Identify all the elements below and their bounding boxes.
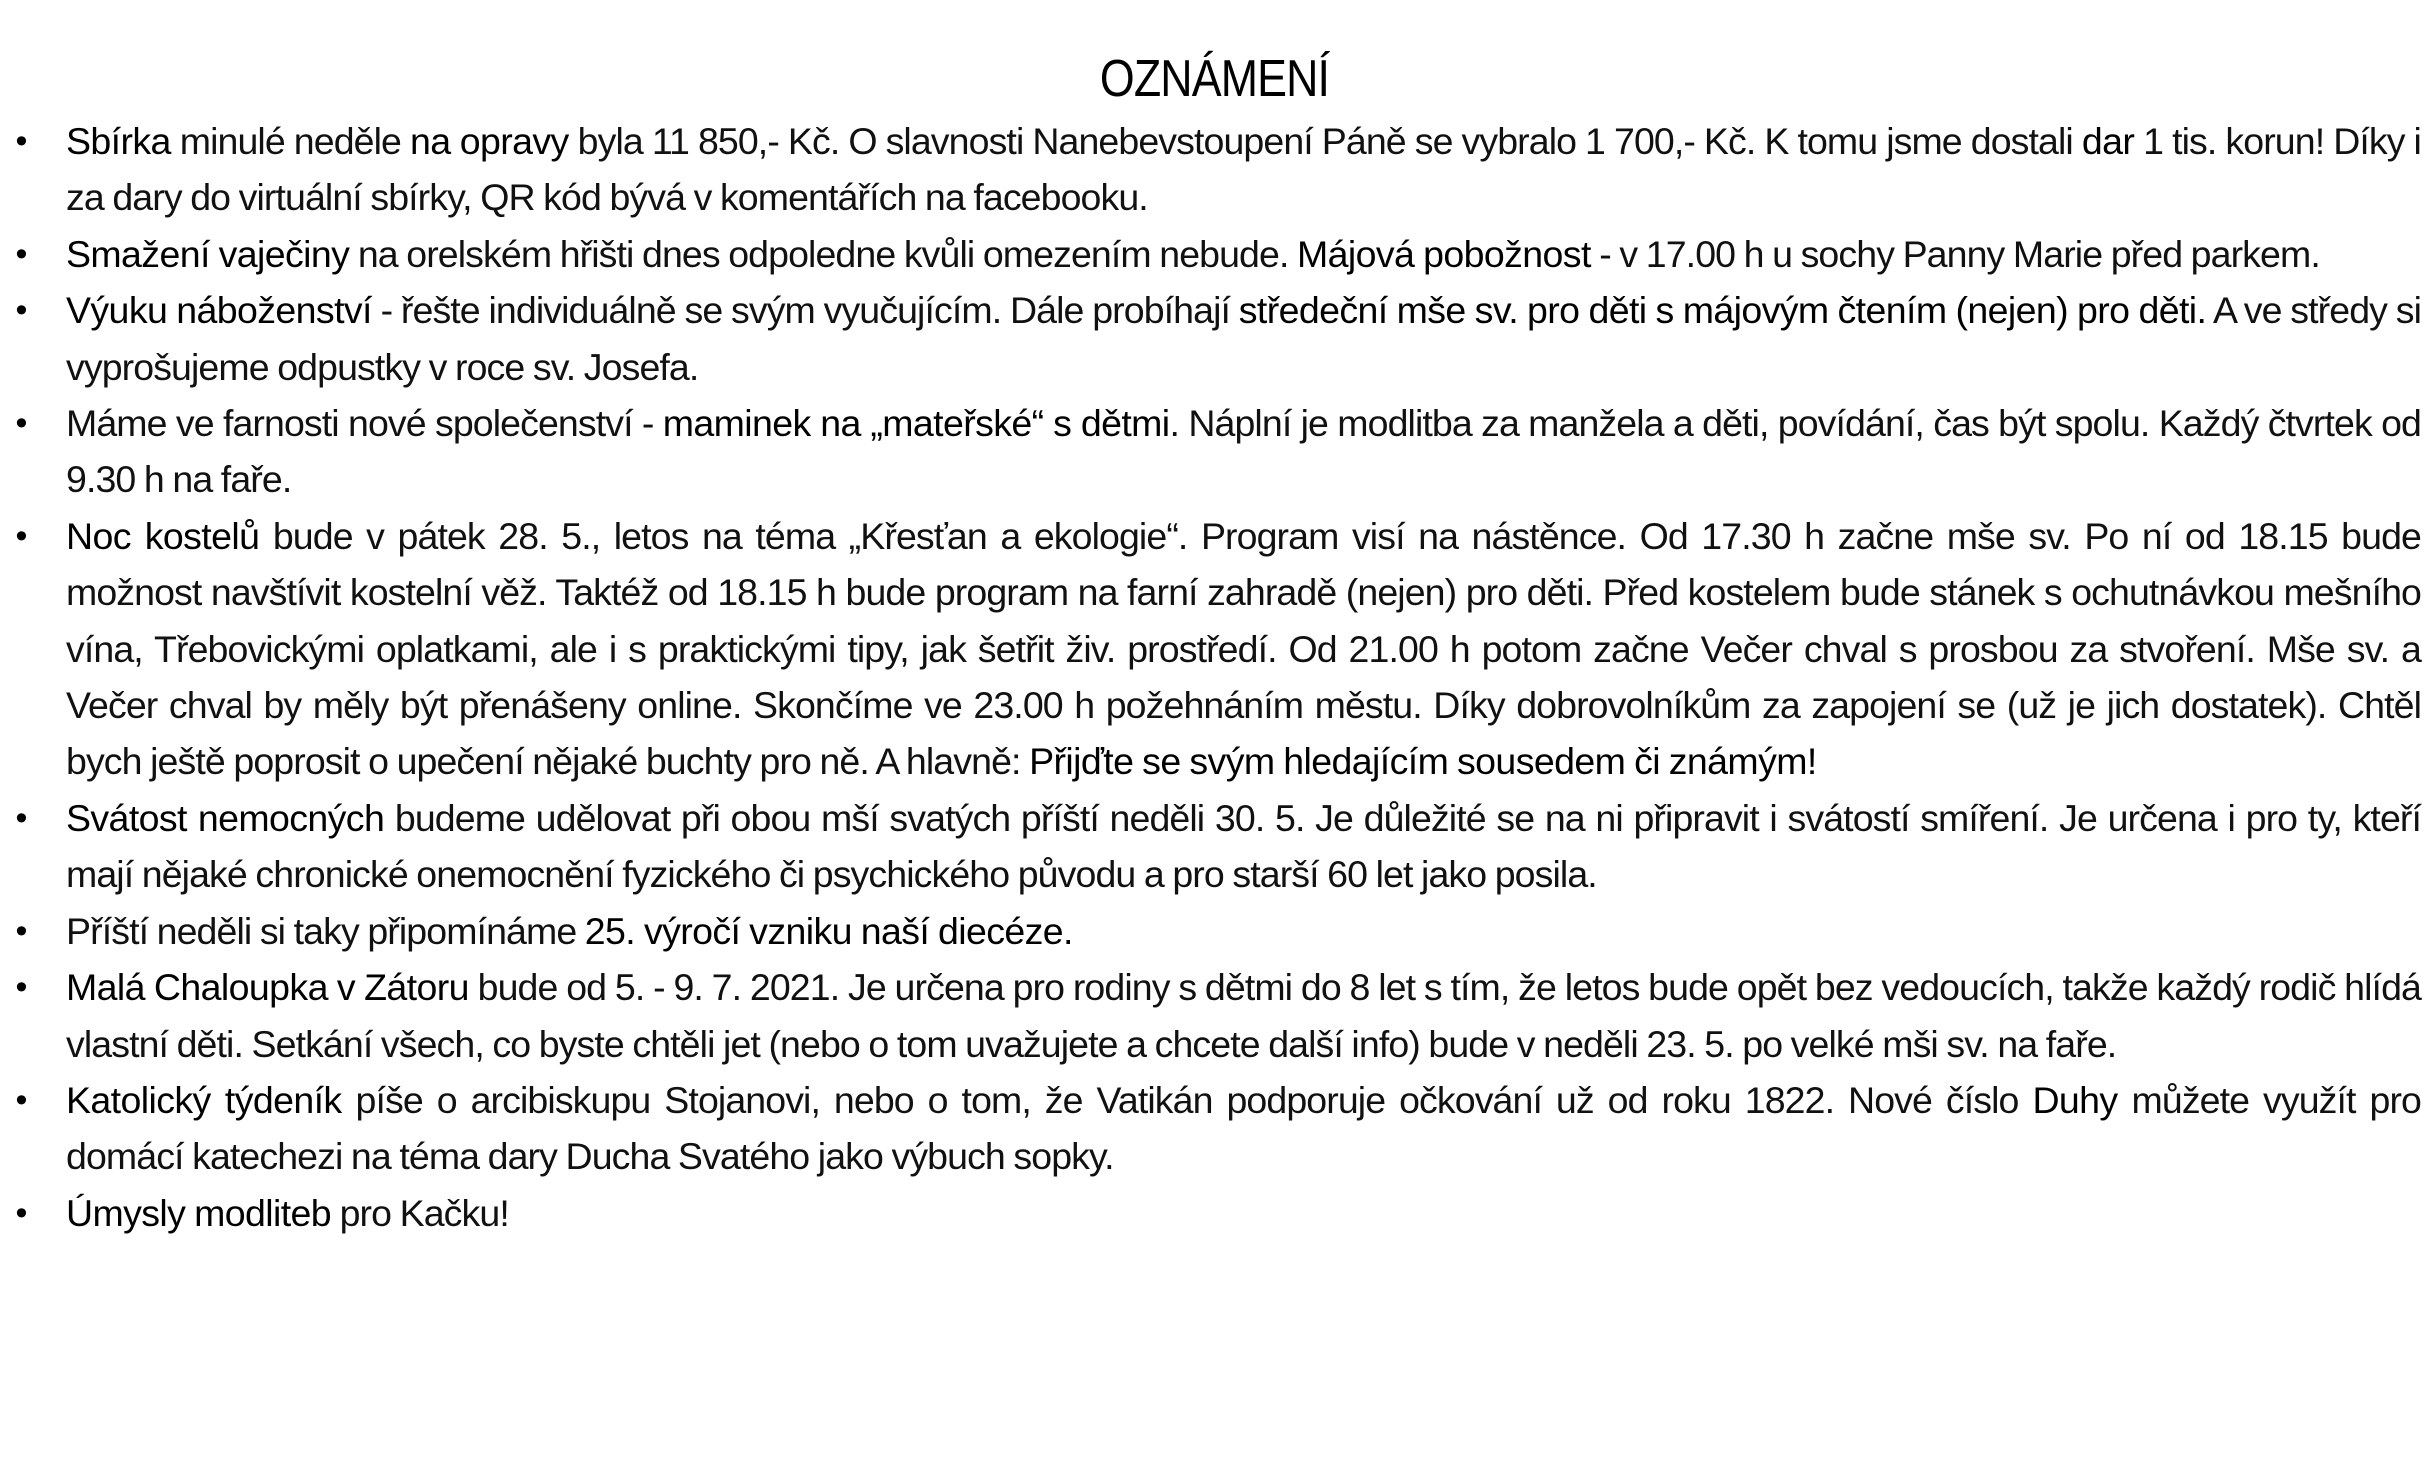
emphasized-text: maminek na „mateřské“ s dětmi [662,402,1170,445]
announcement-text [66,910,1073,952]
text-segment: 1 tis. korun! Díky i za dary do virtuální sbírky, QR kód bývá v komentářích na facebooku. [66,120,2421,219]
announcement-text [66,797,2421,895]
page-title: OZNÁMENÍ [1099,49,1330,108]
text-segment: A ve středy si vyprošujeme odpustky v roce sv. Josefa. [66,289,2421,388]
announcement-item [0,508,2429,790]
text-segment: budeme udělovat při obou mší svatých příští neděli 30. 5. Je důležité se na ni připravit i svátostí smíření. Je určena i pro ty, kteří mají nějaké chronické onemocnění fyzického či psychického původu a pro starší 60 let jako posila. [66,796,2422,896]
emphasized-text: Smažení vaječiny [66,232,350,275]
text-segment: píše o arcibiskupu Stojanovi, nebo o tom, že Vatikán podporuje očkování už od roku 1822. Nové číslo [341,1078,2033,1121]
emphasized-text: Úmysly modliteb [66,1191,332,1234]
bullet-icon: • [15,1193,27,1232]
emphasized-text: Noc kostelů [66,514,260,557]
emphasized-text: Májová pobožnost [1297,232,1591,275]
emphasized-text: na opravy [409,120,569,162]
announcement-item [0,226,2429,282]
emphasized-text: Výuku náboženství [66,289,372,332]
bullet-icon: • [15,911,27,950]
announcement-list [0,113,2429,1241]
announcement-item [0,395,2429,508]
bullet-icon: • [15,1080,27,1119]
announcement-item [0,113,2429,226]
bullet-icon: • [15,798,27,837]
text-segment: Máme ve farnosti nové společenství - [66,402,663,445]
emphasized-text: 25. výročí vzniku naší diecéze. [584,909,1073,952]
text-segment: - řešte individuálně se svým vyučujícím. Dále probíhají [371,289,1239,332]
emphasized-text: Přijďte se svým hledajícím sousedem či známým! [1029,740,1817,783]
bullet-icon: • [15,234,27,273]
announcement-item [0,959,2429,1072]
emphasized-text: Katolický týdeník [66,1078,342,1121]
announcement-text [66,1079,2421,1177]
bullet-icon: • [15,291,27,330]
emphasized-text: dar [2081,120,2135,162]
text-segment: - v 17.00 h u sochy Panny Marie před parkem. [1590,232,2320,275]
text-segment: minulé neděle [170,120,410,162]
bullet-icon: • [15,968,27,1007]
text-segment: byla 11 850,- Kč. O slavnosti Nanebevstoupení Páně se vybralo 1 700,- Kč. K tomu jsme dostali [568,120,2082,162]
announcement-text [66,289,2421,387]
bullet-icon: • [15,122,27,160]
announcement-text [66,966,2421,1064]
bullet-icon: • [15,516,27,555]
text-segment: na orelském hřišti dnes odpoledne kvůli omezením nebude. [349,232,1298,275]
announcement-item [0,1185,2429,1241]
text-segment: můžete využít pro domácí katechezi na téma dary Ducha Svatého jako výbuch sopky. [66,1078,2421,1178]
announcement-text [66,233,2320,275]
emphasized-text: středeční mše sv. pro děti s májovým čtením (nejen) pro děti. [1238,289,2207,332]
announcement-item [0,790,2429,903]
text-segment: Příští neděli si taky připomínáme [66,909,585,952]
emphasized-text: Sbírka [66,120,171,162]
text-segment: bude v pátek 28. 5., letos na téma „Křesťan a ekologie“. Program visí na nástěnce. Od 17.30 h začne mše sv. Po ní od 18.15 bude možnost navštívit kostelní věž. Taktéž od 18.15 h bude program na farní zahradě (nejen) pro děti. Před kostelem bude stánek s ochutnávkou mešního vína, Třebovickými oplatkami, ale i s praktickými tipy, jak šetřit živ. prostředí. Od 21.00 h potom začne Večer chval s prosbou za stvoření. Mše sv. a Večer chval by měly být přenášeny online. Skončíme ve 23.00 h požehnáním městu. Díky dobrovolníkům za zapojení se (už je jich dostatek). Chtěl bych ještě poprosit o upečení nějaké buchty pro ně. A hlavně: [66,514,2421,783]
announcement-text [66,120,2421,218]
emphasized-text: Duhy [2032,1078,2118,1121]
emphasized-text: Svátost nemocných [66,796,385,839]
text-segment: pro Kačku! [331,1191,509,1234]
bullet-icon: • [15,404,27,443]
announcement-text [66,402,2421,500]
text-segment: . Náplní je modlitba za manžela a děti, povídání, čas být spolu. Každý čtvrtek od 9.30 h na faře. [66,402,2422,501]
emphasized-text: Malá Chaloupka v Zátoru [66,966,469,1009]
announcement-text [66,1192,509,1234]
announcement-item [0,282,2429,395]
announcement-text [66,515,2421,783]
announcement-item [0,903,2429,959]
text-segment: bude od 5. - 9. 7. 2021. Je určena pro rodiny s dětmi do 8 let s tím, že letos bude opět bez vedoucích, takže každý rodič hlídá vlastní děti. Setkání všech, co byste chtěli jet (nebo o tom uvažujete a chcete další info) bude v neděli 23. 5. po velké mši sv. na faře. [66,966,2421,1065]
announcement-item [0,1072,2429,1185]
